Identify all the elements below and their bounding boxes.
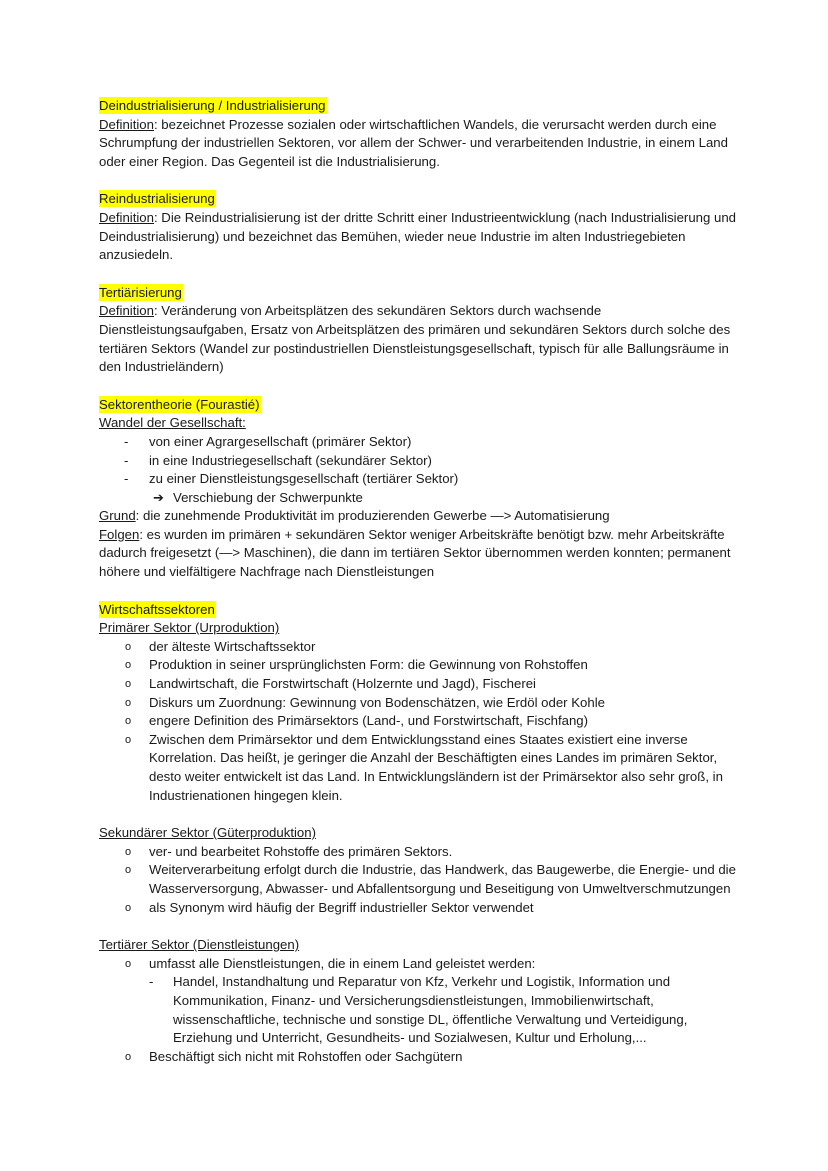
circle-bullet-icon: o	[125, 659, 132, 672]
circle-bullet-icon: o	[125, 678, 132, 691]
wandel-list	[99, 433, 738, 489]
circle-bullet-icon: o	[125, 1050, 132, 1063]
dash-marker: -	[149, 974, 154, 990]
list-item	[99, 470, 738, 489]
tertiary-sector-title: Tertiärer Sektor (Dienstleistungen)	[99, 937, 300, 953]
arrow-item	[99, 489, 738, 508]
list-item-text: Diskurs um Zuordnung: Gewinnung von Bodenschätzen, wie Erdöl oder Kohle	[149, 694, 605, 710]
list-item-text: Handel, Instandhaltung und Reparatur von Kfz, Verkehr und Logistik, Information und Kommunikation, Finanz- und Versicherungsdienstleistungen, Immobilienwirtschaft, wissenschaftliche, technische und sonstige DL, öffentliche Verwaltung und Verteidigung, Erziehung und Unterricht, Gesundheits- und Sozialwesen, Kultur und Erholung,...	[173, 974, 688, 1046]
tertiary-sub-list	[99, 973, 738, 1047]
definition-text: : Die Reindustrialisierung ist der dritte Schritt einer Industrieentwicklung (nach Industrialisierung und Deindustrialisierung) und bezeichnet das Bemühen, wieder neue Industrie im alten Industriegebieten anzusiedeln.	[99, 209, 736, 263]
list-item-text: Beschäftigt sich nicht mit Rohstoffen oder Sachgütern	[149, 1048, 463, 1064]
list-item	[99, 1048, 738, 1067]
list-item-text: in eine Industriegesellschaft (sekundärer Sektor)	[149, 452, 432, 468]
dash-marker: -	[124, 471, 129, 487]
primary-sector-list	[99, 638, 738, 805]
list-item	[99, 675, 738, 694]
definition-text: : bezeichnet Prozesse sozialen oder wirtschaftlichen Wandels, die verursacht werden durch eine Schrumpfung der industriellen Sektoren, vor allem der Schwer- und verarbeitenden Industrie, in einem Land oder einer Region. Das Gegenteil ist die Industrialisierung.	[99, 116, 728, 169]
list-item-text: von einer Agrargesellschaft (primärer Sektor)	[149, 433, 412, 449]
circle-bullet-icon: o	[125, 696, 132, 709]
arrow-item-text: Verschiebung der Schwerpunkte	[173, 489, 363, 505]
folgen-paragraph	[99, 526, 738, 582]
list-item-text: Zwischen dem Primärsektor und dem Entwicklungsstand eines Staates existiert eine inverse Korrelation. Das heißt, je geringer die Anzahl der Beschäftigten eines Landes im primären Sektor, desto weiter entwickelt ist das Land. In Entwicklungsländern ist der Primärsektor also sehr groß, in Industrienationen hingegen klein.	[149, 731, 723, 803]
list-item	[99, 433, 738, 452]
folgen-text: : es wurden im primären + sekundären Sektor weniger Arbeitskräfte benötigt bzw. mehr Arbeitskräfte dadurch freigesetzt (—> Maschinen), die dann im tertiären Sektor übernommen werden konnten; permanent höhere und vielfältigere Nachfrage nach Dienstleistungen	[99, 526, 731, 580]
circle-bullet-icon: o	[125, 957, 132, 970]
list-item	[99, 843, 738, 862]
list-item-text: Produktion in seiner ursprünglichsten Form: die Gewinnung von Rohstoffen	[149, 657, 588, 673]
definition-reindustrialisierung	[99, 209, 738, 265]
heading-wirtschaftssektoren: Wirtschaftssektoren	[99, 601, 215, 617]
list-item	[99, 973, 738, 1047]
arrow-right-icon: ➔	[153, 489, 164, 505]
grund-label: Grund	[99, 508, 136, 524]
definition-text: : Veränderung von Arbeitsplätzen des sekundären Sektors durch wachsende Dienstleistungsaufgaben, Ersatz von Arbeitsplätzen des primären und sekundären Sektors durch solche des tertiären Sektors (Wandel zur postindustriellen Dienstleistungsgesellschaft, typisch für alle Ballungsräume in den Industrieländern)	[99, 303, 731, 375]
circle-bullet-icon: o	[125, 845, 132, 858]
dash-marker: -	[124, 452, 129, 468]
grund-text: : die zunehmende Produktivität im produzierenden Gewerbe —> Automatisierung	[135, 508, 610, 524]
circle-bullet-icon: o	[125, 640, 132, 653]
list-item-text: umfasst alle Dienstleistungen, die in einem Land geleistet werden:	[149, 955, 536, 971]
circle-bullet-icon: o	[125, 901, 132, 914]
list-item-text: Weiterverarbeitung erfolgt durch die Industrie, das Handwerk, das Baugewerbe, die Energie- und die Wasserversorgung, Abwasser- und Abfallentsorgung und Beseitigung von Umweltverschmutzungen	[149, 862, 736, 896]
definition-deindustrialisierung	[99, 116, 738, 172]
secondary-sector-list	[99, 843, 738, 917]
list-item	[99, 731, 738, 805]
list-item-text: Landwirtschaft, die Forstwirtschaft (Holzernte und Jagd), Fischerei	[149, 676, 536, 692]
list-item	[99, 656, 738, 675]
section-sektorentheorie	[99, 396, 738, 582]
circle-bullet-icon: o	[125, 733, 132, 746]
heading-deindustrialisierung: Deindustrialisierung / Industrialisierung	[99, 98, 326, 113]
tertiary-sector-list	[99, 955, 738, 974]
tertiary-sector-list-2	[99, 1048, 738, 1067]
definition-label: Definition	[99, 303, 154, 319]
heading-sektorentheorie: Sektorentheorie (Fourastié)	[99, 396, 260, 412]
definition-label: Definition	[99, 116, 154, 132]
list-item	[99, 712, 738, 731]
list-item	[99, 861, 738, 898]
dash-marker: -	[124, 433, 129, 449]
section-reindustrialisierung	[99, 190, 738, 264]
heading-tertiaerisierung: Tertiärisierung	[99, 284, 182, 300]
folgen-label: Folgen	[99, 526, 140, 542]
section-wirtschaftssektoren	[99, 601, 738, 1067]
section-tertiaerisierung	[99, 284, 738, 377]
list-item	[99, 899, 738, 918]
heading-reindustrialisierung: Reindustrialisierung	[99, 191, 215, 207]
list-item	[99, 638, 738, 657]
definition-label: Definition	[99, 209, 154, 225]
list-item-text: ver- und bearbeitet Rohstoffe des primären Sektors.	[149, 843, 453, 859]
list-item-text: als Synonym wird häufig der Begriff industrieller Sektor verwendet	[149, 899, 534, 915]
definition-tertiaerisierung	[99, 302, 738, 376]
subheading-wandel: Wandel der Gesellschaft:	[99, 415, 246, 431]
circle-bullet-icon: o	[125, 864, 132, 877]
secondary-sector-title: Sekundärer Sektor (Güterproduktion)	[99, 825, 316, 841]
section-deindustrialisierung	[99, 97, 738, 171]
list-item-text: engere Definition des Primärsektors (Land-, und Forstwirtschaft, Fischfang)	[149, 713, 589, 729]
list-item	[99, 452, 738, 471]
primary-sector-title: Primärer Sektor (Urproduktion)	[99, 620, 280, 636]
grund-paragraph	[99, 507, 738, 526]
circle-bullet-icon: o	[125, 715, 132, 728]
list-item-text: der älteste Wirtschaftssektor	[149, 638, 316, 654]
list-item-text: zu einer Dienstleistungsgesellschaft (tertiärer Sektor)	[149, 471, 459, 487]
list-item	[99, 694, 738, 713]
list-item	[99, 955, 738, 974]
